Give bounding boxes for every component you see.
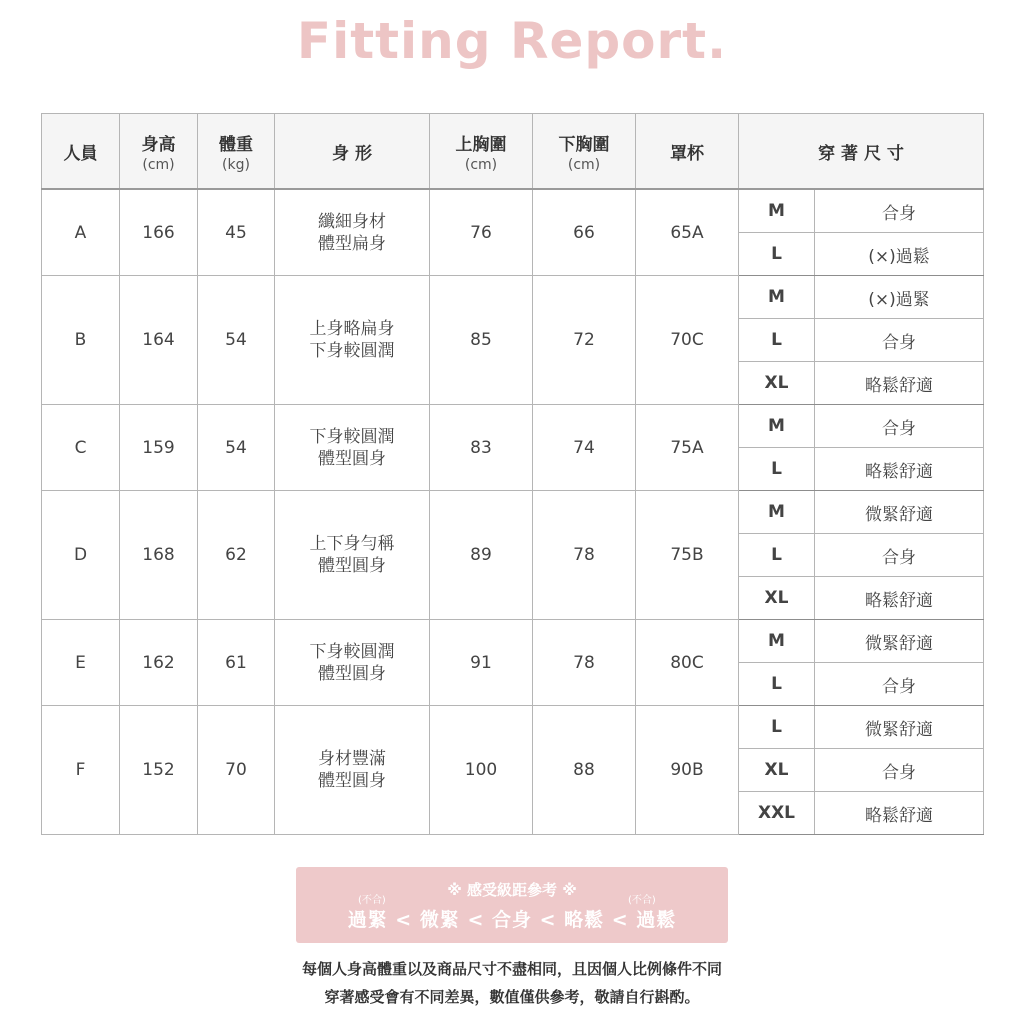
- table-row: [42, 706, 984, 749]
- cup-cell: 75A: [636, 405, 739, 491]
- fit-cell: 微緊舒適: [815, 706, 984, 749]
- person-cell: F: [42, 706, 120, 835]
- fitting-table: [41, 113, 984, 835]
- height-cell: 166: [120, 189, 198, 276]
- weight-cell: 54: [198, 405, 275, 491]
- header-bust-unit: (cm): [464, 156, 498, 173]
- cup-cell: 65A: [636, 189, 739, 276]
- header-height-label: 身高: [141, 134, 176, 155]
- weight-cell: 70: [198, 706, 275, 835]
- size-cell: XL: [739, 362, 815, 405]
- header-height-unit: (cm): [142, 156, 175, 173]
- bust-cell: 83: [430, 405, 533, 491]
- fit-cell: 合身: [815, 189, 984, 233]
- bust-cell: 89: [430, 491, 533, 620]
- fit-scale-legend: [296, 867, 728, 943]
- size-cell: XL: [739, 577, 815, 620]
- header-underbust: [533, 114, 636, 190]
- cup-cell: 80C: [636, 620, 739, 706]
- size-cell: M: [739, 405, 815, 448]
- height-cell: 152: [120, 706, 198, 835]
- body-type-cell: [275, 276, 430, 405]
- underbust-cell: 78: [533, 620, 636, 706]
- header-bust-label: 上胸圍: [455, 134, 507, 155]
- height-cell: 159: [120, 405, 198, 491]
- underbust-cell: 66: [533, 189, 636, 276]
- report-title: Fitting Report.: [296, 12, 728, 70]
- body-type-line: 身材豐滿: [318, 749, 386, 769]
- size-cell: XL: [739, 749, 815, 792]
- header-cup: 罩杯: [636, 114, 739, 190]
- size-cell: XXL: [739, 792, 815, 835]
- person-cell: D: [42, 491, 120, 620]
- body-type-line: 體型圓身: [318, 663, 386, 684]
- table-body: [42, 189, 984, 835]
- header-weight: [198, 114, 275, 190]
- header-weight-label: 體重: [219, 134, 253, 155]
- header-weight-unit: (kg): [222, 156, 250, 173]
- legend-heading: ※ 感受級距參考 ※: [447, 881, 577, 899]
- cup-cell: 75B: [636, 491, 739, 620]
- body-type-line: 體型扁身: [318, 233, 386, 254]
- legend-scale: 過緊 < 微緊 < 合身 < 略鬆 < 過鬆: [347, 909, 677, 931]
- fit-cell: 合身: [815, 405, 984, 448]
- underbust-cell: 72: [533, 276, 636, 405]
- underbust-cell: 74: [533, 405, 636, 491]
- size-cell: L: [739, 319, 815, 362]
- table-header-row: [42, 114, 984, 190]
- header-underbust-label: 下胸圍: [558, 134, 610, 155]
- body-type-line: 上身略扁身: [309, 319, 395, 339]
- header-size: 穿 著 尺 寸: [739, 114, 984, 190]
- person-cell: A: [42, 189, 120, 276]
- body-type-line: 體型圓身: [318, 771, 386, 791]
- cup-cell: 90B: [636, 706, 739, 835]
- underbust-cell: 78: [533, 491, 636, 620]
- fit-cell: (×)過鬆: [815, 233, 984, 276]
- fit-cell: 合身: [815, 319, 984, 362]
- body-type-cell: [275, 405, 430, 491]
- size-cell: L: [739, 663, 815, 706]
- weight-cell: 54: [198, 276, 275, 405]
- fit-cell: 略鬆舒適: [815, 448, 984, 491]
- size-cell: L: [739, 706, 815, 749]
- body-type-cell: [275, 491, 430, 620]
- body-type-line: 上下身勻稱: [309, 534, 395, 554]
- body-type-line: 纖細身材: [318, 211, 386, 232]
- size-cell: L: [739, 233, 815, 276]
- header-body-type: 身 形: [275, 114, 430, 190]
- header-underbust-unit: (cm): [567, 156, 601, 173]
- fit-cell: 略鬆舒適: [815, 792, 984, 835]
- body-type-line: 體型圓身: [318, 448, 386, 469]
- weight-cell: 45: [198, 189, 275, 276]
- table-row: [42, 276, 984, 319]
- fit-cell: 合身: [815, 663, 984, 706]
- size-cell: M: [739, 276, 815, 319]
- body-type-cell: [275, 189, 430, 276]
- body-type-line: 體型圓身: [318, 556, 386, 576]
- disclaimer-line-1: 每個人身高體重以及商品尺寸不盡相同，且因個人比例條件不同: [301, 960, 722, 978]
- table-row: [42, 189, 984, 233]
- header-person: 人員: [42, 114, 120, 190]
- fit-cell: 略鬆舒適: [815, 577, 984, 620]
- cup-cell: 70C: [636, 276, 739, 405]
- disclaimer-line-2: 穿著感受會有不同差異，數值僅供參考，敬請自行斟酌。: [324, 988, 700, 1006]
- body-type-cell: [275, 620, 430, 706]
- bust-cell: 76: [430, 189, 533, 276]
- weight-cell: 61: [198, 620, 275, 706]
- person-cell: E: [42, 620, 120, 706]
- header-bust: [430, 114, 533, 190]
- fit-cell: 合身: [815, 534, 984, 577]
- body-type-line: 下身較圓潤: [309, 341, 395, 361]
- size-cell: M: [739, 189, 815, 233]
- underbust-cell: 88: [533, 706, 636, 835]
- body-type-line: 下身較圓潤: [309, 641, 395, 662]
- table-row: [42, 620, 984, 663]
- size-cell: M: [739, 620, 815, 663]
- table-row: [42, 405, 984, 448]
- fit-cell: 略鬆舒適: [815, 362, 984, 405]
- person-cell: B: [42, 276, 120, 405]
- fit-cell: 微緊舒適: [815, 491, 984, 534]
- person-cell: C: [42, 405, 120, 491]
- size-cell: M: [739, 491, 815, 534]
- height-cell: 168: [120, 491, 198, 620]
- body-type-line: 下身較圓潤: [309, 426, 395, 447]
- legend-tag-right: (不合): [628, 895, 656, 906]
- table-row: [42, 491, 984, 534]
- size-cell: L: [739, 534, 815, 577]
- fit-cell: 微緊舒適: [815, 620, 984, 663]
- legend-tag-left: (不合): [358, 895, 386, 906]
- fit-cell: 合身: [815, 749, 984, 792]
- bust-cell: 85: [430, 276, 533, 405]
- header-height: [120, 114, 198, 190]
- fit-cell: (×)過緊: [815, 276, 984, 319]
- weight-cell: 62: [198, 491, 275, 620]
- body-type-cell: [275, 706, 430, 835]
- bust-cell: 91: [430, 620, 533, 706]
- bust-cell: 100: [430, 706, 533, 835]
- height-cell: 164: [120, 276, 198, 405]
- height-cell: 162: [120, 620, 198, 706]
- size-cell: L: [739, 448, 815, 491]
